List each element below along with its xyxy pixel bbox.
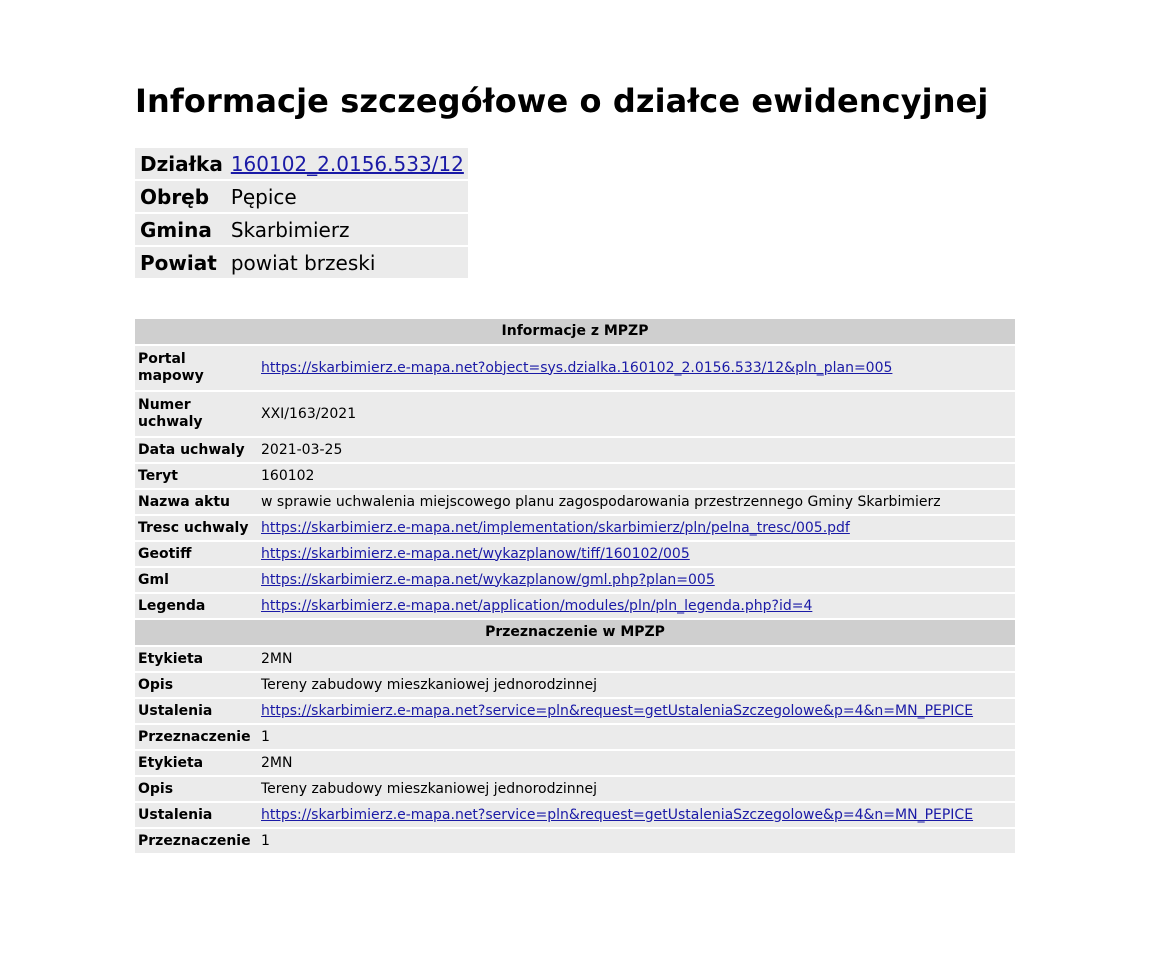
summary-row-obreb (135, 181, 468, 212)
geotiff-label: Geotiff (135, 542, 258, 566)
dzialka-label: Działka (135, 148, 227, 179)
table-row (135, 673, 1015, 697)
tresc-uchwaly-label: Tresc uchwaly (135, 516, 258, 540)
opis-label: Opis (135, 777, 258, 801)
opis-value: Tereny zabudowy mieszkaniowej jednorodzinnej (258, 673, 1015, 697)
gml-label: Gml (135, 568, 258, 592)
gml-cell (258, 568, 1015, 592)
table-row (135, 829, 1015, 853)
nazwa-aktu-label: Nazwa aktu (135, 490, 258, 514)
summary-row-dzialka (135, 148, 468, 179)
table-row (135, 346, 1015, 390)
table-row (135, 464, 1015, 488)
dzialka-value-cell (227, 148, 468, 179)
table-row (135, 803, 1015, 827)
opis-label: Opis (135, 673, 258, 697)
mpzp-section-header: Informacje z MPZP (135, 319, 1015, 344)
tresc-uchwaly-cell (258, 516, 1015, 540)
data-uchwaly-value: 2021-03-25 (258, 438, 1015, 462)
przeznaczenie-label: Przeznaczenie (135, 725, 258, 749)
page-title: Informacje szczegółowe o działce ewidencyjnej (135, 82, 989, 120)
ustalenia-cell (258, 803, 1015, 827)
table-row (135, 568, 1015, 592)
nazwa-aktu-value: w sprawie uchwalenia miejscowego planu zagospodarowania przestrzennego Gminy Skarbimierz (258, 490, 1015, 514)
obreb-value: Pępice (227, 181, 468, 212)
przeznaczenie-value: 1 (258, 829, 1015, 853)
table-row (135, 392, 1015, 436)
obreb-label: Obręb (135, 181, 227, 212)
summary-row-gmina (135, 214, 468, 245)
mpzp-table (135, 317, 1015, 855)
portal-mapowy-cell (258, 346, 1015, 390)
parcel-summary-table (135, 146, 468, 280)
mpzp-header-row (135, 319, 1015, 344)
table-row (135, 751, 1015, 775)
table-row (135, 516, 1015, 540)
legenda-link[interactable]: https://skarbimierz.e-mapa.net/application/modules/pln/pln_legenda.php?id=4 (261, 597, 813, 614)
opis-value: Tereny zabudowy mieszkaniowej jednorodzinnej (258, 777, 1015, 801)
legenda-label: Legenda (135, 594, 258, 618)
powiat-label: Powiat (135, 247, 227, 278)
table-row (135, 594, 1015, 618)
tresc-uchwaly-link[interactable]: https://skarbimierz.e-mapa.net/implementation/skarbimierz/pln/pelna_tresc/005.pdf (261, 519, 850, 536)
przeznaczenie-label: Przeznaczenie (135, 829, 258, 853)
ustalenia-cell (258, 699, 1015, 723)
gml-link[interactable]: https://skarbimierz.e-mapa.net/wykazplanow/gml.php?plan=005 (261, 571, 715, 588)
etykieta-value: 2MN (258, 751, 1015, 775)
etykieta-label: Etykieta (135, 647, 258, 671)
przeznaczenie-header-row (135, 620, 1015, 645)
teryt-value: 160102 (258, 464, 1015, 488)
gmina-value: Skarbimierz (227, 214, 468, 245)
data-uchwaly-label: Data uchwaly (135, 438, 258, 462)
table-row (135, 647, 1015, 671)
table-row (135, 725, 1015, 749)
geotiff-link[interactable]: https://skarbimierz.e-mapa.net/wykazplanow/tiff/160102/005 (261, 545, 690, 562)
summary-row-powiat (135, 247, 468, 278)
table-row (135, 777, 1015, 801)
dzialka-link[interactable]: 160102_2.0156.533/12 (230, 151, 464, 176)
geotiff-cell (258, 542, 1015, 566)
przeznaczenie-value: 1 (258, 725, 1015, 749)
numer-uchwaly-label: Numer uchwaly (135, 392, 258, 436)
powiat-value: powiat brzeski (227, 247, 468, 278)
table-row (135, 490, 1015, 514)
table-row (135, 699, 1015, 723)
ustalenia-link[interactable]: https://skarbimierz.e-mapa.net?service=pln&request=getUstaleniaSzczegolowe&p=4&n=MN_PEPICE (261, 702, 974, 719)
gmina-label: Gmina (135, 214, 227, 245)
table-row (135, 542, 1015, 566)
teryt-label: Teryt (135, 464, 258, 488)
portal-mapowy-link[interactable]: https://skarbimierz.e-mapa.net?object=sys.dzialka.160102_2.0156.533/12&pln_plan=005 (261, 359, 893, 376)
numer-uchwaly-value: XXI/163/2021 (258, 392, 1015, 436)
ustalenia-link[interactable]: https://skarbimierz.e-mapa.net?service=pln&request=getUstaleniaSzczegolowe&p=4&n=MN_PEPICE (261, 806, 974, 823)
etykieta-value: 2MN (258, 647, 1015, 671)
legenda-cell (258, 594, 1015, 618)
ustalenia-label: Ustalenia (135, 803, 258, 827)
portal-mapowy-label: Portal mapowy (135, 346, 258, 390)
table-row (135, 438, 1015, 462)
przeznaczenie-section-header: Przeznaczenie w MPZP (135, 620, 1015, 645)
ustalenia-label: Ustalenia (135, 699, 258, 723)
etykieta-label: Etykieta (135, 751, 258, 775)
